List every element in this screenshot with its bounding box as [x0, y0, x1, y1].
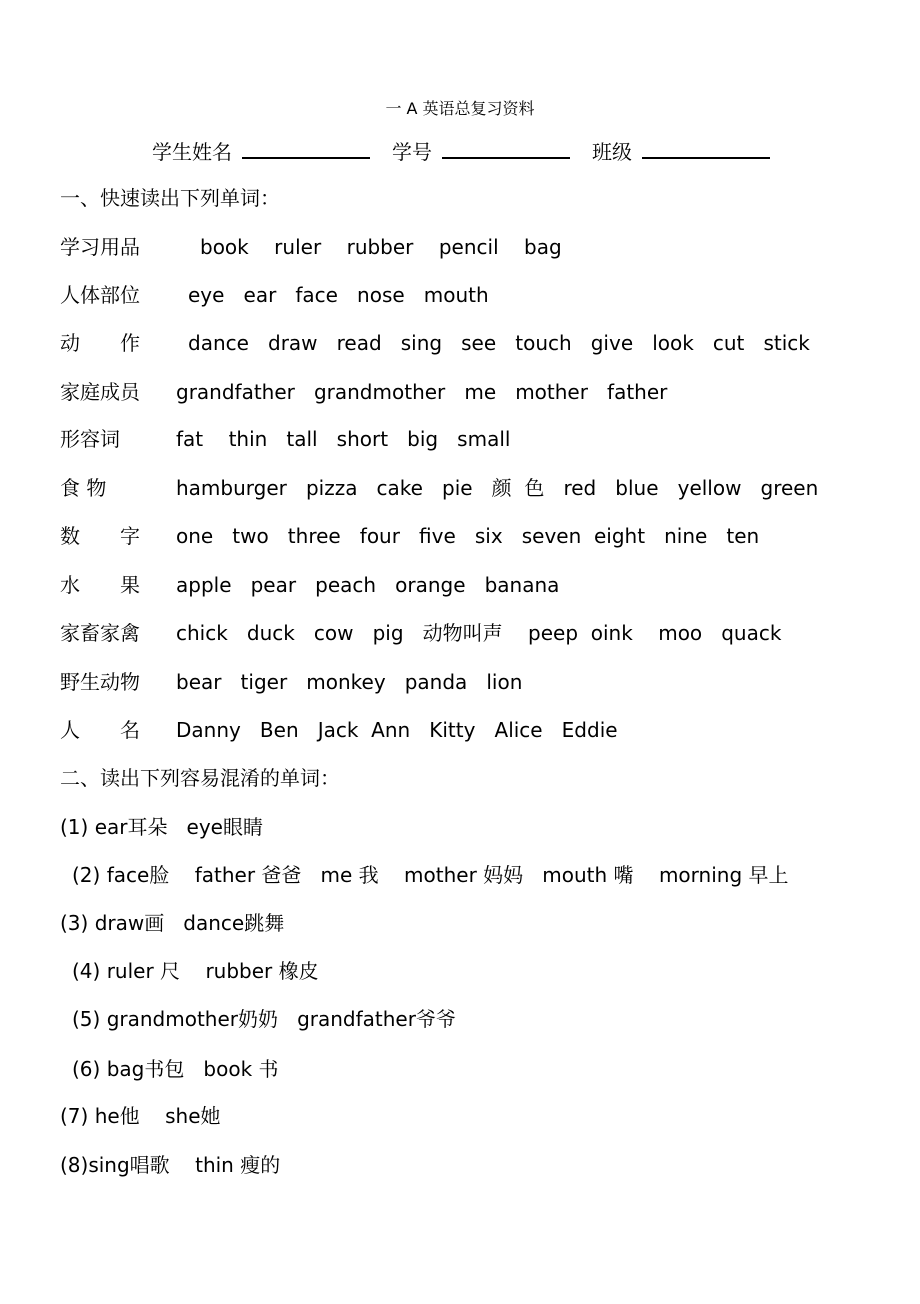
category-label: 人体部位	[60, 283, 140, 307]
class-blank[interactable]	[642, 137, 770, 159]
confusable-item: (8)sing唱歌 thin 瘦的	[60, 1153, 281, 1177]
word-row	[60, 235, 562, 259]
category-label: 形容词	[60, 427, 120, 451]
category-label: 学习用品	[60, 235, 140, 259]
student-number-blank[interactable]	[442, 137, 570, 159]
word-list: fat thin tall short big small	[176, 427, 511, 451]
word-row	[60, 524, 759, 548]
word-list: grandfather grandmother me mother father	[176, 380, 668, 404]
page-title: 一 A 英语总复习资料	[385, 99, 535, 118]
word-list: dance draw read sing see touch give look cut stick	[188, 331, 810, 355]
word-row	[60, 283, 489, 307]
student-number-label: 学号	[392, 140, 432, 164]
class-label: 班级	[592, 140, 632, 164]
word-row	[60, 380, 667, 404]
word-list: bear tiger monkey panda lion	[176, 670, 523, 694]
category-label: 食 物	[60, 476, 107, 500]
word-row	[60, 573, 559, 597]
word-row	[60, 621, 781, 645]
word-list: book ruler rubber pencil bag	[200, 235, 562, 259]
confusable-item: (1) ear耳朵 eye眼睛	[60, 815, 263, 839]
student-name-label: 学生姓名	[152, 140, 232, 164]
confusable-item: (6) bag书包 book 书	[72, 1057, 279, 1081]
word-list: one two three four five six seven eight nine ten	[176, 524, 760, 548]
student-info-line	[152, 136, 792, 165]
word-row	[60, 670, 522, 694]
word-row	[60, 718, 618, 742]
category-label: 水 果	[60, 573, 140, 597]
section2-heading: 二、读出下列容易混淆的单词：	[60, 766, 340, 790]
student-name-blank[interactable]	[242, 137, 370, 159]
word-list: eye ear face nose mouth	[188, 283, 489, 307]
confusable-item: (4) ruler 尺 rubber 橡皮	[72, 959, 319, 983]
confusable-item: (3) draw画 dance跳舞	[60, 911, 285, 935]
category-label: 动 作	[60, 331, 140, 355]
confusable-item: (5) grandmother奶奶 grandfather爷爷	[72, 1007, 456, 1031]
category-label: 数 字	[60, 524, 140, 548]
confusable-item: (7) he他 she她	[60, 1104, 221, 1128]
word-row	[60, 331, 810, 355]
word-list: chick duck cow pig 动物叫声 peep oink moo quack	[176, 621, 782, 645]
word-list: hamburger pizza cake pie 颜 色 red blue yellow green	[176, 476, 819, 500]
word-row	[60, 427, 510, 451]
category-label: 家庭成员	[60, 380, 140, 404]
section1-heading: 一、快速读出下列单词：	[60, 186, 280, 210]
category-label: 家畜家禽	[60, 621, 140, 645]
word-row	[60, 476, 818, 500]
category-label: 人 名	[60, 718, 140, 742]
confusable-item: (2) face脸 father 爸爸 me 我 mother 妈妈 mouth 嘴 morning 早上	[72, 863, 789, 887]
category-label: 野生动物	[60, 670, 140, 694]
word-list: apple pear peach orange banana	[176, 573, 560, 597]
word-list: Danny Ben Jack Ann Kitty Alice Eddie	[176, 718, 618, 742]
